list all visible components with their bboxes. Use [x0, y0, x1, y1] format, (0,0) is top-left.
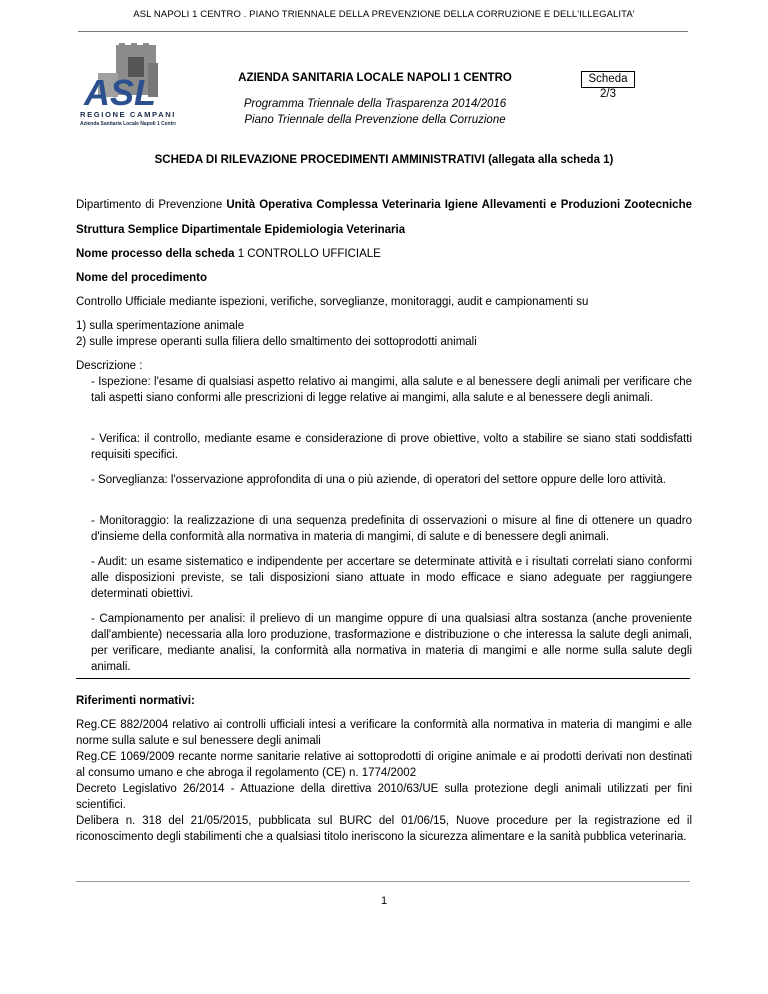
castle-logo-icon — [76, 43, 176, 127]
logo-brand: ASL — [84, 72, 156, 113]
structure-line: Struttura Semplice Dipartimentale Epidemiologia Veterinaria — [76, 224, 406, 236]
department-unit: Unità Operativa Complessa Veterinaria Igiene Allevamenti e Produzioni Zootecniche — [226, 199, 692, 211]
description-ispezione: - Ispezione: l'esame di qualsiasi aspetto relativo ai mangimi, alla salute e al benessere degli animali per verificare che tali aspetti siano conformi alle prescrizioni di legge relative ai mangimi, alla salute e al benessere degli animali. — [91, 376, 692, 404]
footer-divider — [76, 881, 690, 882]
description-monitoraggio: - Monitoraggio: la realizzazione di una sequenza predefinita di osservazioni o misure al fine di ottenere un quadro d'insieme della conformità alla normativa in materia di mangimi, di salute e di benessere degli animali. — [91, 515, 692, 543]
document-title: SCHEDA DI RILEVAZIONE PROCEDIMENTI AMMINISTRATIVI (allegata alla scheda 1) — [154, 154, 614, 166]
scheda-box: Scheda 2/3 — [581, 71, 635, 88]
procedure-item: 1) sulla sperimentazione animale — [76, 320, 245, 332]
description-verifica: - Verifica: il controllo, mediante esame e considerazione di prove obiettive, volto a stabilire se siano stati soddisfatti requisiti specifici. — [91, 433, 692, 461]
process-value: 1 CONTROLLO UFFICIALE — [237, 248, 381, 260]
procedure-item: 2) sulle imprese operanti sulla filiera dello smaltimento dei sottoprodotti animali — [76, 336, 477, 348]
department-prefix: Dipartimento di Prevenzione — [76, 199, 223, 211]
program-line-2: Piano Triennale della Prevenzione della Corruzione — [244, 114, 506, 126]
references-label: Riferimenti normativi: — [76, 695, 195, 707]
page-number: 1 — [380, 895, 388, 907]
reference-item: Decreto Legislativo 26/2014 - Attuazione della direttiva 2010/63/UE sulla protezione degli animali utilizzati per fini scientifici. — [76, 783, 692, 811]
header-divider — [78, 31, 688, 32]
description-sorveglianza: - Sorveglianza: l'osservazione approfondita di una o più aziende, di operatori del settore oppure delle loro attività. — [91, 474, 666, 486]
reference-item: Delibera n. 318 del 21/05/2015, pubblicata sul BURC del 01/06/15, Nuove procedure per la registrazione ed il riconoscimento degli stabilimenti che a qualsiasi titolo ineriscono la sicurezza alimentare e la sanità pubblica veterinaria. — [76, 815, 692, 843]
reference-item: Reg.CE 1069/2009 recante norme sanitarie relative ai sottoprodotti di origine animale e ai prodotti derivati non destinati al consumo umano e che abroga il regolamento (CE) n. 1774/2002 — [76, 751, 692, 779]
running-header: ASL NAPOLI 1 CENTRO . PIANO TRIENNALE DELLA PREVENZIONE DELLA CORRUZIONE E DELL'ILLEGALITA' — [133, 9, 635, 20]
description-label: Descrizione : — [76, 360, 143, 372]
procedure-label: Nome del procedimento — [76, 272, 207, 284]
program-line-1: Programma Triennale della Trasparenza 2014/2016 — [243, 98, 507, 110]
process-label: Nome processo della scheda — [76, 248, 235, 260]
reference-item: Reg.CE 882/2004 relativo ai controlli ufficiali intesi a verificare la conformità alla normativa in materia di mangimi e alle norme sulla salute e sul benessere degli animali — [76, 719, 692, 747]
organization-name: AZIENDA SANITARIA LOCALE NAPOLI 1 CENTRO — [238, 72, 512, 84]
logo-subtitle: Azienda Sanitaria Locale Napoli 1 Centro — [80, 121, 176, 127]
asl-logo — [76, 43, 176, 127]
description-audit: - Audit: un esame sistematico e indipendente per accertare se determinate attività e i risultati correlati siano conformi alle disposizioni previste, se tali disposizioni siano attuate in modo efficace e siano adeguate per raggiungere determinati obiettivi. — [91, 556, 692, 600]
section-separator — [76, 678, 690, 679]
procedure-text: Controllo Ufficiale mediante ispezioni, verifiche, sorveglianze, monitoraggi, audit e campionamenti su — [76, 296, 589, 308]
description-campionamento: - Campionamento per analisi: il prelievo di un mangime oppure di una qualsiasi altra sostanza (anche proveniente dall'ambiente) necessaria alla loro produzione, trasformazione e distribuzione o che interessa la salute degli animali, per verificare, mediante analisi, la conformità alla normativa in materia di mangimi e alle norme sulla salute degli animali. — [91, 613, 692, 673]
department-line — [76, 197, 692, 213]
logo-region: REGIONE CAMPANIA — [80, 110, 176, 119]
process-line — [76, 246, 692, 262]
